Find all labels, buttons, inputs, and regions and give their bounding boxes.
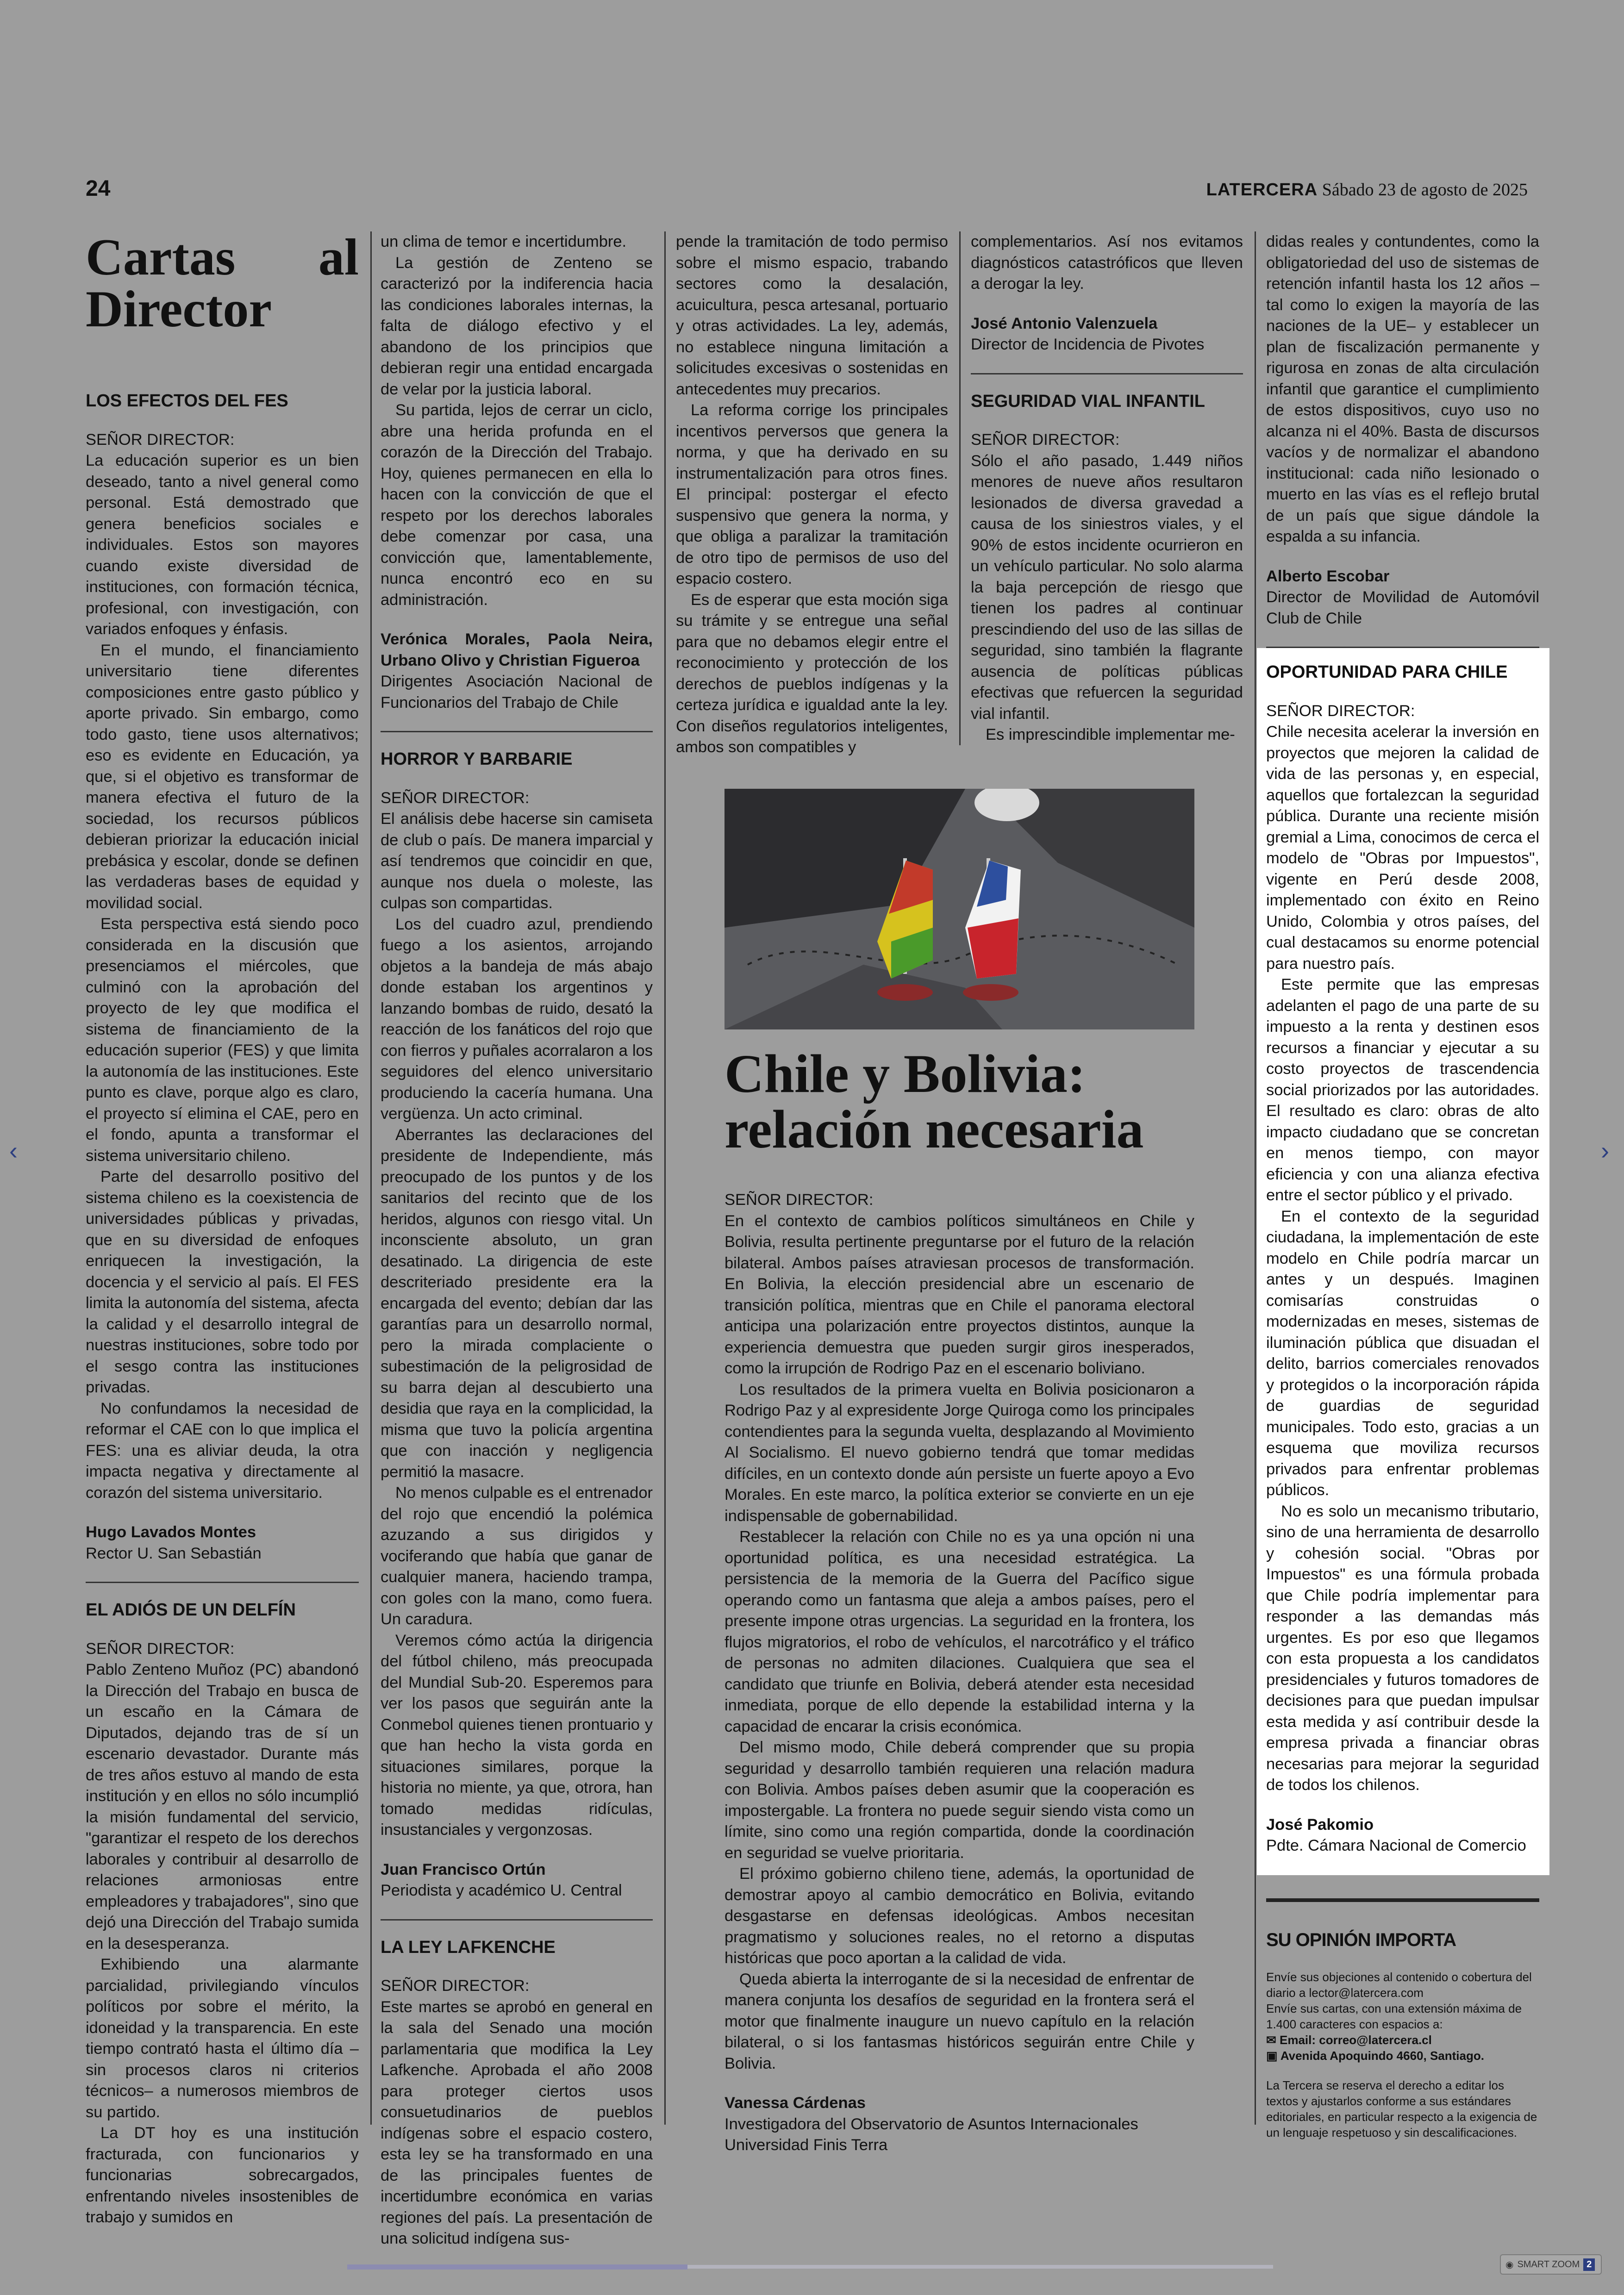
signature: Hugo Lavados Montes — [86, 1523, 256, 1541]
opinion-line: Envíe sus objeciones al contenido o cobertura del diario a lector@latercera.com — [1266, 1970, 1532, 2000]
paragraph: Su partida, lejos de cerrar un ciclo, abre una herida profunda en el corazón de la Dirección del Trabajo. Hoy, quienes permanecen en ella lo hacen con la convicción de que el respeto por los derechos laborales debe comenzar por casa, una convicción que, lamentablemente, nunca encontró eco en su administración. — [381, 401, 653, 609]
letter-heading: HORROR Y BARBARIE — [381, 749, 573, 769]
signature-role: Periodista y académico U. Central — [381, 1882, 622, 1899]
signature: Vanessa Cárdenas — [725, 2094, 866, 2112]
opinion-line: Envíe sus cartas, con una extensión máxima de 1.400 caracteres con espacios a: — [1266, 2002, 1522, 2031]
salutation: SEÑOR DIRECTOR: — [381, 789, 530, 807]
issue-date: Sábado 23 de agosto de 2025 — [1322, 180, 1528, 200]
paragraph: Del mismo modo, Chile deberá comprender que su propia seguridad y desarrollo también requieren una relación madura con Bolivia. Ambos países deben asumir que la cooperación es impostergable. La frontera no puede seguir siendo vista como un límite, sino como una región compartida, donde la coordinación en seguridad se vuelve prioritaria. — [725, 1739, 1194, 1862]
paragraph: Es de esperar que esta moción siga su trámite y se entregue una señal para que no debamos elegir entre el reconocimiento y protección de los derechos de pueblos indígenas y la certeza jurídica e igualdad ante la ley. Con diseños regulatorios inteligentes, ambos son compatibles y — [676, 591, 948, 756]
signature-role: Rector U. San Sebastián — [86, 1544, 262, 1562]
paragraph: El próximo gobierno chileno tiene, además, la oportunidad de demostrar apoyo al cambio democrático en Bolivia, evitando desgastarse en defensas ideológicas. Ambos necesitan pragmatismo y soluciones reales, no el retorno a disputas históricas que poco aportan a la calidad de vida. — [725, 1865, 1194, 1967]
letter-heading: SEGURIDAD VIAL INFANTIL — [971, 391, 1205, 411]
brand-name: LATERCERA — [1206, 180, 1318, 200]
paragraph: Exhibiendo una alarmante parcialidad, privilegiando vínculos políticos por sobre el mérito, la idoneidad y la transparencia. En este tiempo contrató hasta el último día –sin procesos claros ni criterios técnicos– a numerosos miembros de su partido. — [86, 1956, 359, 2121]
column-4 — [971, 231, 1243, 746]
masthead — [1206, 180, 1528, 200]
paragraph: Chile necesita acelerar la inversión en proyectos que mejoren la calidad de vida de las personas y, en especial, aquellos que fortalezcan la seguridad pública. Durante una reciente misión gremial a Lima, conocimos de cerca el modelo de "Obras por Impuestos", vigente en Perú desde 2008, implementado con éxito en Reino Unido, Colombia y otros países, del cual destacamos su enorme potencial para nuestro país. — [1266, 723, 1539, 973]
column-rule — [1255, 231, 1256, 2125]
opinion-rule — [1266, 1898, 1539, 1902]
signature: Verónica Morales, Paola Neira, Urbano Olivo y Christian Figueroa — [381, 630, 653, 669]
salutation: SEÑOR DIRECTOR: — [86, 1640, 235, 1658]
paragraph: Este martes se aprobó en general en la sala del Senado una moción parlamentaria que modifica la Ley Lafkenche. Aprobada el año 2008 para proteger ciertos usos consuetudinarios de pueblos indígenas sobre el espacio costero, esta ley se ha transformado en una de las principales fuentes de incertidumbre económica en varias regiones del país. La presentación de una solicitud indígena sus- — [381, 1998, 653, 2247]
column-rule — [370, 231, 372, 2125]
letter-heading: LOS EFECTOS DEL FES — [86, 391, 288, 411]
paragraph: No es solo un mecanismo tributario, sino de una herramienta de desarrollo y cohesión social. "Obras por Impuestos" es una fórmula probada que Chile podría implementar para responder a las demandas más urgentes. Es por eso que llegamos con esta propuesta a los candidatos presidenciales y futuros tomadores de decisiones para que puedan impulsar esta medida y así contribuir desde la empresa privada a financiar obras necesarias para mejorar la seguridad de todos los chilenos. — [1266, 1502, 1539, 1794]
column-2 — [381, 231, 653, 2250]
paragraph: En el contexto de la seguridad ciudadana, la implementación de este modelo en Chile podría marcar un antes y un después. Imaginen comisarías construidas o modernizadas en meses, sistemas de iluminación pública que disuadan el delito, barrios comerciales renovados y protegidos o la incorporación rápida de guardias de seguridad municipales. Todo esto, gracias a un esquema que moviliza recursos privados para enfrentar problemas públicos. — [1266, 1207, 1539, 1499]
feature-title: Chile y Bolivia: relación necesaria — [725, 1043, 1144, 1160]
letter-heading: OPORTUNIDAD PARA CHILE — [1266, 662, 1508, 682]
paragraph: La DT hoy es una institución fracturada, con funcionarios y funcionarias sobrecargados, enfrentando niveles insostenibles de trabajo y sumidos en — [86, 2124, 359, 2226]
newspaper-page — [69, 157, 1560, 2247]
paragraph: Restablecer la relación con Chile no es ya una opción ni una oportunidad política, es una necesidad estratégica. La persistencia de la memoria de la Guerra del Pacífico sigue operando como un fantasma que aleja a ambos países, pero el presente impone otras urgencias. La seguridad en la frontera, los flujos migratorios, el robo de vehículos, el narcotráfico y el tráfico de personas no admiten dilaciones. Cualquiera que sea el candidato que triunfe en Bolivia, deberá atender esta necesidad inmediata, porque de ello depende la estabilidad interna y la capacidad de encarar la crisis económica. — [725, 1528, 1194, 1735]
signature-affiliation: Universidad Finis Terra — [725, 2136, 888, 2154]
section-title: Cartas al Director — [86, 229, 359, 338]
paragraph: La educación superior es un bien deseado, tanto a nivel general como personal. Está demostrado que genera beneficios sociales e individuales. Estos son mayores cuando existe diversidad de instituciones, con formación técnica, profesional, con investigación, con variados enfoques y énfasis. — [86, 452, 359, 638]
opinion-address — [1266, 2048, 1539, 2064]
eye-icon: ◉ — [1505, 2259, 1514, 2270]
divider — [381, 1919, 653, 1921]
signature-role: Dirigentes Asociación Nacional de Funcionarios del Trabajo de Chile — [381, 673, 653, 711]
mailbox-icon: ▣ — [1266, 2049, 1280, 2063]
paragraph: Sólo el año pasado, 1.449 niños menores de nueve años resultaron lesionados de diversa gravedad a causa de los siniestros viales, y el 90% de estos incidente ocurrieron en un vehículo particular. No solo alarma la baja percepción de riesgo que tienen los padres al continuar prescindiendo del uso de las sillas de seguridad, sino también la flagrante ausencia de políticas públicas efectivas que refuercen la seguridad vial infantil. — [971, 452, 1243, 723]
opinion-note: La Tercera se reserva el derecho a editar los textos y ajustarlos conforme a sus estándares editoriales, en particular respecto a la exigencia de un lenguaje respetuoso y sin descalificaciones. — [1266, 2078, 1537, 2139]
feature-letter — [725, 1190, 1194, 2156]
paragraph: Parte del desarrollo positivo del sistema chileno es la coexistencia de universidades públicas y privadas, que en su diversidad de enfoques enriquecen la investigación, la docencia y el servicio al país. El FES limita la autonomía del sistema, afecta la calidad y el desarrollo integral de nuestras instituciones, sobre todo por el sesgo contra las instituciones privadas. — [86, 1168, 359, 1396]
divider — [86, 1582, 359, 1583]
paragraph: Aberrantes las declaraciones del presidente de Independiente, más preocupado de los puntos y de los sanitarios del recinto que de los heridos, algunos con riesgo vital. Un inconsciente absoluto, un gran desatinado. La dirigencia de este descriteriado presidente era la encargada del evento; debían dar las garantías para un desarrollo normal, pero la mirada complaciente o subestimación de la peligrosidad de su barra dejan al descubierto una desidia que raya en la complicidad, la misma que tuvo la policía argentina que con inacción y negligencia permitió la masacre. — [381, 1126, 653, 1481]
opinion-title: SU OPINIÓN IMPORTA — [1266, 1929, 1456, 1950]
paragraph: En el contexto de cambios políticos simultáneos en Chile y Bolivia, resulta pertinente preguntarse por el futuro de la relación bilateral. Ambos países atraviesan procesos de transformación. En Bolivia, la elección presidencial abre un escenario de transición política, mientras que en Chile el panorama electoral anticipa una polarización entre proyectos distintos, aunque la experiencia demuestra que pueden surgir giros inesperados, como la irrupción de Rodrigo Paz en el escenario boliviano. — [725, 1212, 1194, 1377]
page-scrollbar-thumb[interactable] — [347, 2264, 687, 2270]
signature: José Pakomio — [1266, 1815, 1374, 1834]
divider — [971, 373, 1243, 374]
smart-zoom-button[interactable] — [1500, 2254, 1602, 2275]
signature-role: Investigadora del Observatorio de Asuntos Internacionales — [725, 2115, 1138, 2133]
letter-heading: EL ADIÓS DE UN DELFÍN — [86, 1600, 296, 1620]
paragraph: No confundamos la necesidad de reformar el CAE con lo que implica el FES: una es aliviar deuda, la otra impacta negativa y directamente al corazón del sistema universitario. — [86, 1399, 359, 1502]
paragraph: La reforma corrige los principales incentivos perversos que genera la norma, y que ha derivado en su instrumentalización para otros fines. El principal: postergar el efecto suspensivo que genera la norma, y que obliga a paralizar la tramitación de otro tipo de permisos de uso del espacio costero. — [676, 401, 948, 587]
paragraph: El análisis debe hacerse sin camiseta de club o país. De manera imparcial y así tendremos que coincidir en que, aunque nos duela o moleste, las culpas son compartidas. — [381, 810, 653, 912]
page-count-badge: 2 — [1583, 2258, 1595, 2271]
email-text: Email: correo@latercera.cl — [1280, 2033, 1432, 2047]
column-3 — [676, 231, 948, 758]
signature-role: Director de Incidencia de Pivotes — [971, 336, 1205, 353]
paragraph: Los resultados de la primera vuelta en Bolivia posicionaron a Rodrigo Paz y al expresidente Jorge Quiroga como los principales contendientes para la segunda vuelta, desplazando al Movimiento Al Socialismo. El nuevo gobierno tendrá que tomar medidas difíciles, en un contexto donde aún persiste un fuerte apoyo a Evo Morales. En este marco, la política exterior se convierte en un eje indispensable de gobernabilidad. — [725, 1380, 1194, 1525]
column-rule — [664, 231, 666, 2125]
salutation: SEÑOR DIRECTOR: — [1266, 702, 1415, 720]
paragraph: un clima de temor e incertidumbre. — [381, 233, 627, 250]
column-1 — [86, 231, 359, 2228]
paragraph: Este permite que las empresas adelanten el pago de una parte de su impuesto a la renta y destinen esos recursos a financiar y ejecutar a su costo proyectos de trascendencia social priorizados por las autoridades. El resultado es claro: obras de alto impacto ciudadano que se concretan en menos tiempo, con mayor eficiencia y con una alianza efectiva entre el sector público y el privado. — [1266, 976, 1539, 1204]
paragraph: La gestión de Zenteno se caracterizó por la indiferencia hacia las condiciones laborales internas, la falta de diálogo efectivo y el abandono de los principios que debieran regir una entidad encargada de velar por la justicia laboral. — [381, 254, 653, 398]
signature-role: Director de Movilidad de Automóvil Club de Chile — [1266, 588, 1539, 627]
paragraph: Veremos cómo actúa la dirigencia del fútbol chileno, más preocupada del Mundial Sub-20. Esperemos para ver los pasos que seguirán ante la Conmebol quienes tienen prontuario y que han hecho la vista gorda en situaciones similares, porque la historia no miente, ya que, otrora, han tomado medidas ridículas, insustanciales y vergonzosas. — [381, 1631, 653, 1839]
prev-page-icon[interactable]: ‹ — [9, 1137, 18, 1165]
letter-heading: LA LEY LAFKENCHE — [381, 1937, 556, 1957]
paragraph: Esta perspectiva está siendo poco considerada en la discusión que presenciamos el miércoles, que culminó con la aprobación del proyecto de ley que modifica el sistema de financiamiento de la educación superior (FES) y que limita la autonomía de las instituciones. Este punto es clave, porque algo es claro, el proyecto sí elimina el CAE, pero en el fondo, apunta a transformar el sistema universitario chileno. — [86, 915, 359, 1165]
salutation: SEÑOR DIRECTOR: — [971, 431, 1120, 449]
divider — [381, 731, 653, 732]
paragraph: complementarios. Así nos evitamos diagnósticos catastróficos que lleven a derogar la ley. — [971, 233, 1243, 293]
next-page-icon[interactable]: › — [1601, 1137, 1609, 1165]
paragraph: No menos culpable es el entrenador del rojo que encendió la polémica azuzando a sus dirigidos y vociferando que había que ganar de cualquier manera, haciendo trampa, con goles con la mano, como fuera. Un caradura. — [381, 1484, 653, 1628]
signature: José Antonio Valenzuela — [971, 314, 1158, 332]
paragraph: pende la tramitación de todo permiso sobre el mismo espacio, trabando sectores como la desalación, acuicultura, pesca artesanal, portuario y otras actividades. La ley, además, no establece ninguna limitación a solicitudes excesivas o sostenidas en antecedentes muy precarios. — [676, 233, 948, 398]
column-rule — [959, 231, 961, 745]
address-text: Avenida Apoquindo 4660, Santiago. — [1280, 2049, 1484, 2063]
signature: Alberto Escobar — [1266, 567, 1390, 585]
salutation: SEÑOR DIRECTOR: — [725, 1191, 874, 1209]
signature: Juan Francisco Ortún — [381, 1860, 546, 1878]
illustration-image — [725, 789, 1194, 1029]
opinion-email — [1266, 2032, 1539, 2048]
paragraph: Queda abierta la interrogante de si la necesidad de enfrentar de manera conjunta los desafíos de seguridad en la frontera será el motor que finalmente inaugure un nuevo capítulo en la relación bilateral, o si los fantasmas históricos seguirán entre Chile y Bolivia. — [725, 1970, 1194, 2072]
page-number: 24 — [86, 176, 111, 201]
paragraph: didas reales y contundentes, como la obligatoriedad del uso de sistemas de retención infantil hasta los 12 años –tal como lo exigen la mayoría de las naciones de la UE– y establecer un plan de fiscalización permanente y rigurosa en zonas de alta circulación infantil que garantice el cumplimiento de estos dispositivos, cuyo uso no alcanza ni el 40%. Basta de discursos vacíos y de normalizar el abandono institucional: cada niño lesionado o muerto en las vías es el reflejo brutal de un país que sigue dándole la espalda a su infancia. — [1266, 233, 1539, 545]
paragraph: En el mundo, el financiamiento universitario tiene diferentes composiciones entre gasto público y aporte privado. Sin embargo, como todo gasto, tiene usos alternativos; eso es evidente en Educación, ya que, si el objetivo es transformar de manera efectiva el futuro de la sociedad, los recursos públicos debieran priorizar la educación inicial prebásica y escolar, donde se definen las verdaderas bases de equidad y movilidad social. — [86, 641, 359, 912]
column-5 — [1266, 231, 1539, 2140]
paragraph: Los del cuadro azul, prendiendo fuego a los asientos, arrojando objetos a la bandeja de más abajo donde estaban los argentinos y lanzando bombas de ruido, desató la reacción de los fanáticos del rojo que con fierros y puñales acorralaron a los seguidores del elenco universitario produciendo la cacería humana. Una vergüenza. Un acto criminal. — [381, 915, 653, 1123]
salutation: SEÑOR DIRECTOR: — [86, 430, 235, 449]
mail-icon: ✉ — [1266, 2033, 1280, 2047]
paragraph: Es imprescindible implementar me- — [986, 726, 1235, 743]
highlighted-letter[interactable] — [1257, 648, 1549, 1875]
smart-zoom-label: SMART ZOOM — [1517, 2259, 1580, 2270]
paragraph: Pablo Zenteno Muñoz (PC) abandonó la Dirección del Trabajo en busca de un escaño en la Cámara de Diputados, dejando tras de sí un escenario devastador. Durante más de tres años estuvo al mando de esta institución y en ellos no sólo incumplió la misión fundamental del servicio, "garantizar el respeto de los derechos laborales y contribuir al desarrollo de relaciones armoniosas entre empleadores y trabajadores", sino que dejó una Dirección del Trabajo sumida en la desesperanza. — [86, 1661, 359, 1952]
signature-role: Pdte. Cámara Nacional de Comercio — [1266, 1837, 1526, 1854]
salutation: SEÑOR DIRECTOR: — [381, 1977, 530, 1995]
